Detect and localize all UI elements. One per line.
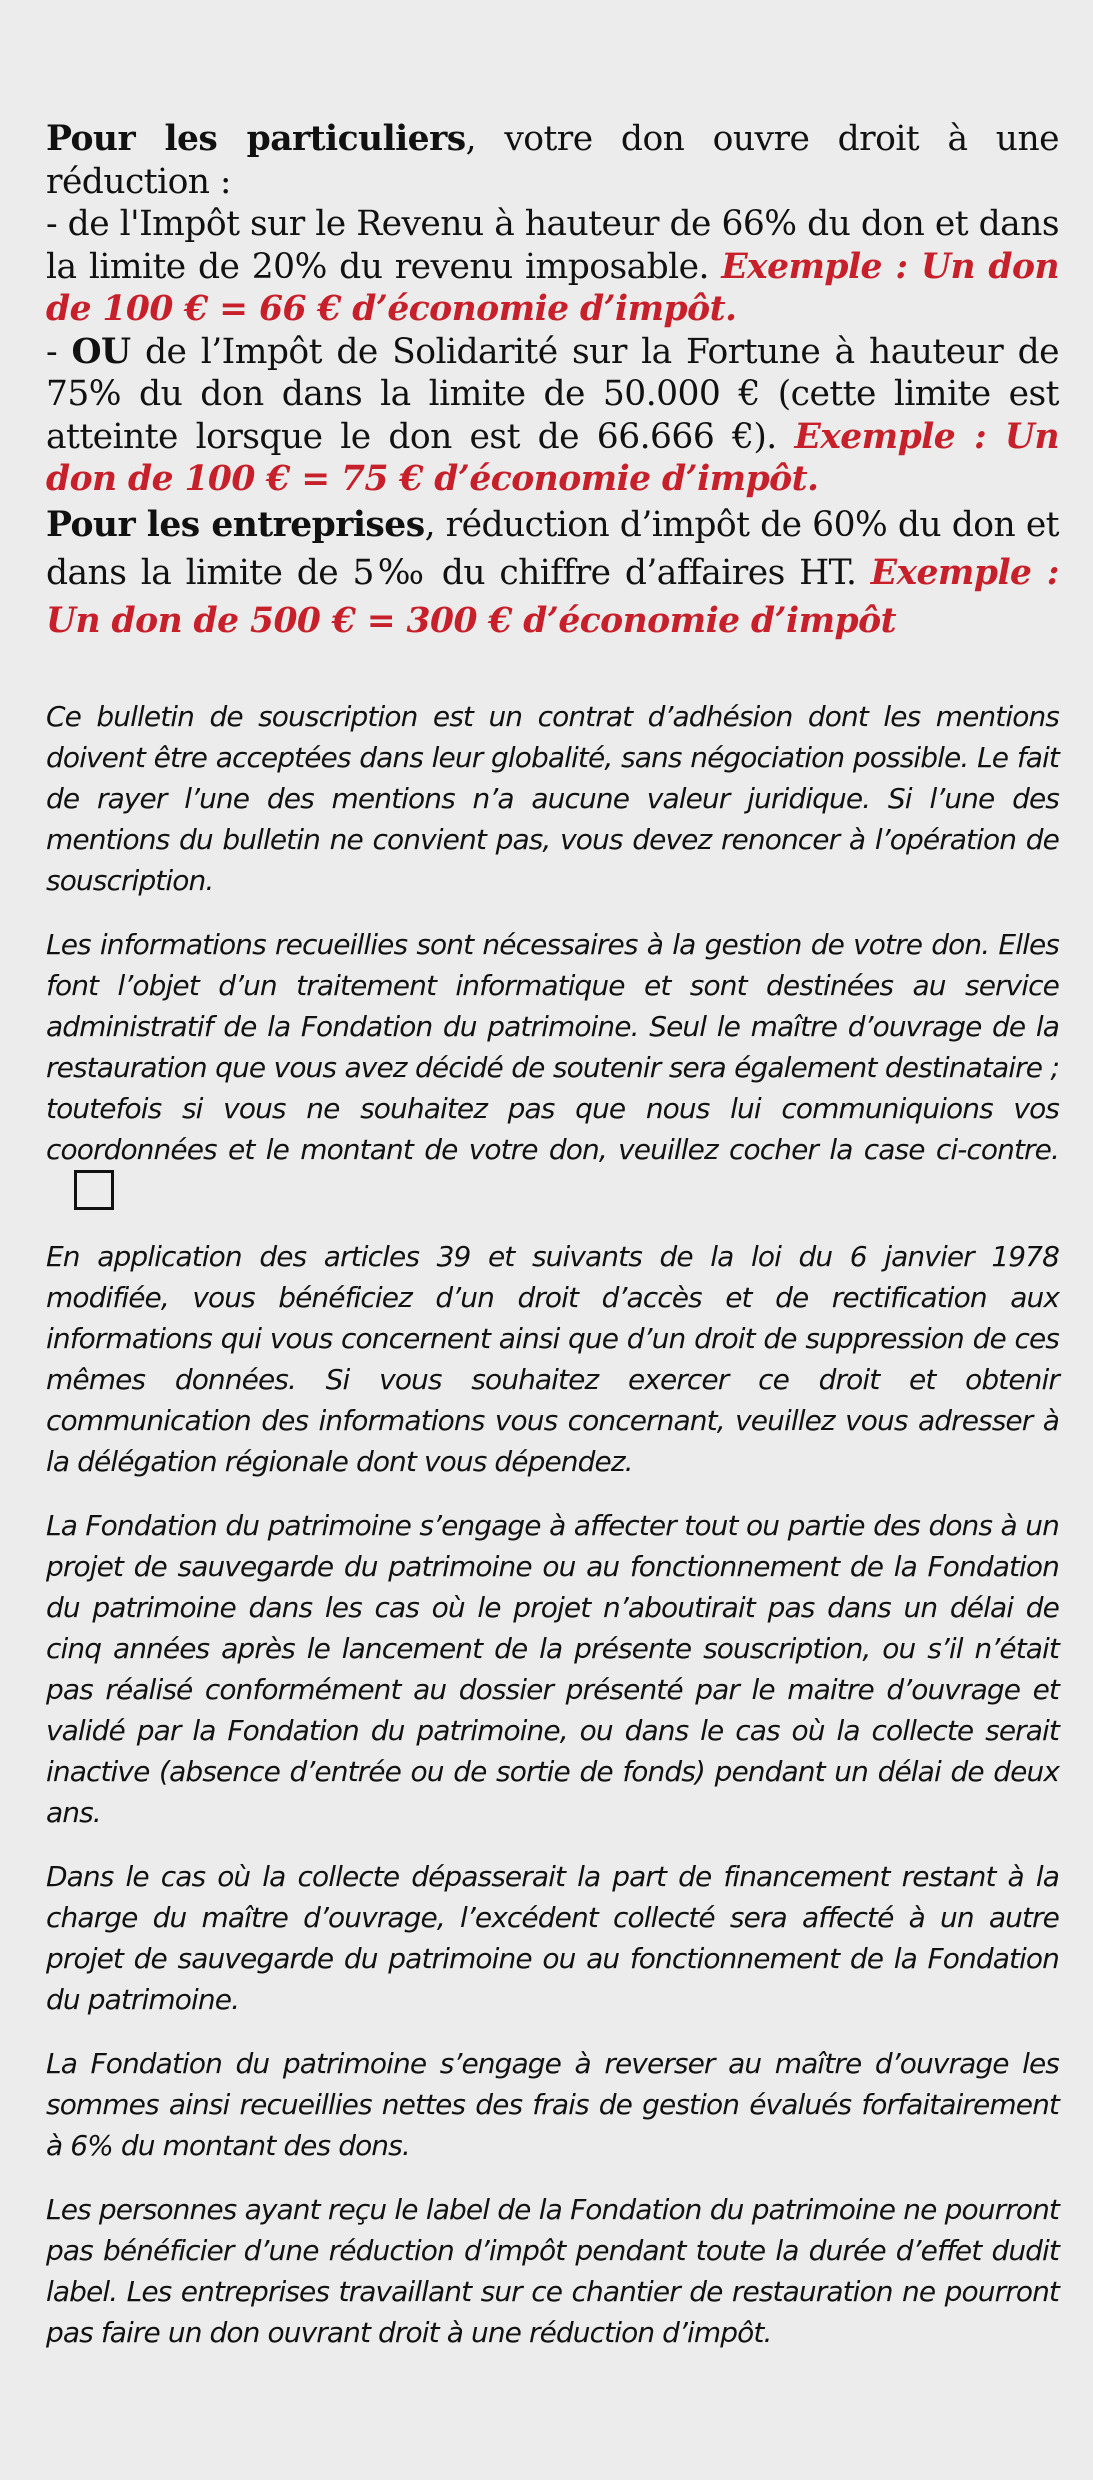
or-prefix: - [46, 331, 72, 372]
wealth-tax-text: de l’Impôt de Solidarité sur la Fortune à hauteur de 75% du don dans la limite de 50.000 € (cette limite est atteinte lorsque le don est de 66.666 €). [46, 331, 1060, 457]
companies-label: Pour les entreprises [46, 504, 425, 545]
data-paragraph-wrapper [46, 924, 1059, 1213]
surplus-paragraph: Dans le cas où la collecte dépasserait la part de financement restant à la charge du maître d’ouvrage, l’excédent collecté sera affecté à un autre projet de sauvegarde du patrimoine ou au fonctionnement de la Fondation du patrimoine. [46, 1860, 1059, 2016]
wealth-tax-paragraph [46, 331, 1059, 501]
data-paragraph: Les informations recueillies sont nécessaires à la gestion de votre don. Elles font l’objet d’un traitement informatique et sont destinées au service administratif de la Fondation du patrimoine. Seul le maître d’ouvrage de la restauration que vous avez décidé de soutenir sera également destinataire ; toutefois si vous ne souhaitez pas que nous lui communiquions vos coordonnées et le montant de votre don, veuillez cocher la case ci-contre. [46, 928, 1059, 1166]
label-paragraph: Les personnes ayant reçu le label de la Fondation du patrimoine ne pourront pas bénéficier d’une réduction d’impôt pendant toute la durée d’effet dudit label. Les entreprises travaillant sur ce chantier de restauration ne pourront pas faire un don ouvrant droit à une réduction d’impôt. [46, 2193, 1059, 2349]
opt-out-checkbox[interactable] [74, 1170, 114, 1210]
companies-example: Exemple : Un don de 500 € = 300 € d’économie d’impôt [46, 552, 1059, 641]
wealth-tax-example: Exemple : Un don de 100 € = 75 € d’économie d’impôt. [46, 416, 1060, 499]
individuals-label: Pour les particuliers [46, 119, 466, 159]
fees-paragraph: La Fondation du patrimoine s’engage à reverser au maître d’ouvrage les sommes ainsi recueillies nettes des frais de gestion évalués forfaitairement à 6% du montant des dons. [46, 2047, 1059, 2162]
income-tax-example: Exemple : Un don de 100 € = 66 € d’économie d’impôt. [46, 246, 1059, 329]
rights-paragraph: En application des articles 39 et suivants de la loi du 6 janvier 1978 modifiée, vous bénéficiez d’un droit d’accès et de rectification aux informations qui vous concernent ainsi que d’un droit de suppression de ces mêmes données. Si vous souhaitez exercer ce droit et obtenir communication des informations vous concernant, veuillez vous adresser à la délégation régionale dont vous dépendez. [46, 1240, 1059, 1478]
commitment-paragraph: La Fondation du patrimoine s’engage à affecter tout ou partie des dons à un projet de sauvegarde du patrimoine ou au fonctionnement de la Fondation du patrimoine dans les cas où le projet n’aboutirait pas dans un délai de cinq années après le lancement de la présente souscription, ou s’il n’était pas réalisé conformément au dossier présenté par le maitre d’ouvrage et validé par la Fondation du patrimoine, ou dans le cas où la collecte serait inactive (absence d’entrée ou de sortie de fonds) pendant un délai de deux ans. [46, 1509, 1059, 1829]
companies-paragraph [46, 501, 1059, 645]
income-tax-paragraph [46, 203, 1059, 331]
tax-reduction-section [46, 118, 1059, 645]
contract-paragraph: Ce bulletin de souscription est un contrat d’adhésion dont les mentions doivent être acceptées dans leur globalité, sans négociation possible. Le fait de rayer l’une des mentions n’a aucune valeur juridique. Si l’une des mentions du bulletin ne convient pas, vous devez renoncer à l’opération de souscription. [46, 700, 1059, 897]
income-tax-text: - de l'Impôt sur le Revenu à hauteur de 66% du don et dans la limite de 20% du revenu imposable. [46, 204, 1059, 287]
individuals-paragraph [46, 118, 1059, 203]
legal-section [46, 696, 1059, 2376]
companies-text: , réduction d’impôt de 60% du don et dans la limite de 5‰ du chiffre d’affaires HT. [46, 504, 1059, 593]
individuals-text: , votre don ouvre droit à une réduction : [46, 119, 1059, 202]
or-label: OU [71, 331, 131, 372]
document-page [46, 118, 1060, 2349]
